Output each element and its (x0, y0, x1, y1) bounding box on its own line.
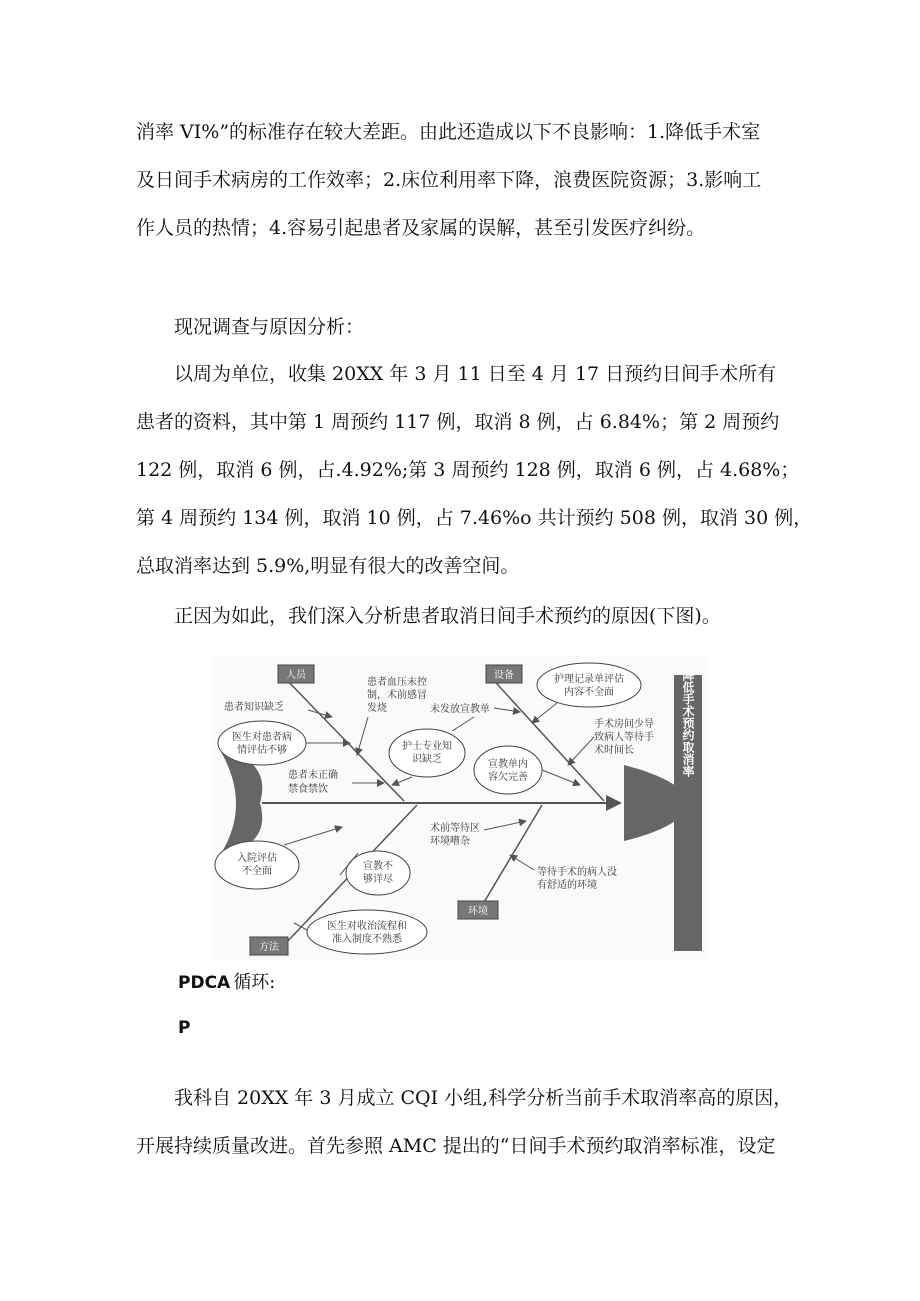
cause-room-wait (568, 717, 654, 765)
svg-text:够详尽: 够详尽 (363, 874, 393, 885)
text-line: 开展持续质量改进。首先参照 AMC 提出的“日间手术预约取消率标准，设定 (136, 1135, 776, 1157)
text-line: 以周为单位，收集 20XX 年 3 月 11 日至 4 月 17 日预约日间手术所有 (174, 363, 777, 385)
text-line: 作人员的热情；4.容易引起患者及家属的误解，甚至引发医疗纠纷。 (136, 217, 706, 239)
svg-text:识缺乏: 识缺乏 (412, 754, 442, 765)
svg-text:护士专业知: 护士专业知 (402, 741, 452, 752)
svg-text:患者知识缺乏: 患者知识缺乏 (224, 702, 284, 713)
cause-fasting (288, 768, 384, 795)
text-line: 第 4 周预约 134 例，取消 10 例，占 7.46%o 共计预约 508 例，取消 30 例， (136, 507, 813, 529)
svg-text:入院评估: 入院评估 (237, 853, 277, 864)
category-label-people: 人员 (286, 670, 306, 681)
svg-text:情评估不够: 情评估不够 (237, 745, 287, 756)
cause-knowledge (224, 700, 332, 717)
cause-waiting-area (430, 821, 526, 847)
fishbone-diagram (212, 655, 708, 960)
svg-text:患者未正确: 患者未正确 (288, 770, 338, 781)
svg-text:容欠完善: 容欠完善 (488, 772, 528, 783)
category-label-environment: 环境 (468, 906, 488, 917)
section-heading: 现况调查与原因分析： (174, 316, 365, 338)
text-line: 及日间手术病房的工作效率；2.床位利用率下降，浪费医院资源；3.影响工 (136, 169, 762, 191)
paragraph-impacts (136, 108, 796, 252)
effect-label: 降低手术预约取消率 (681, 669, 695, 777)
svg-text:医生对患者病: 医生对患者病 (232, 732, 292, 743)
paragraph-survey (136, 350, 813, 590)
cause-education (340, 851, 410, 895)
paragraph-cqi (136, 1074, 796, 1170)
cause-no-leaflet (430, 702, 520, 715)
cause-nurse-skill (389, 717, 474, 785)
text-line: 消率 VI%”的标准存在较大差距。由此还造成以下不良影响：1.降低手术室 (136, 121, 761, 143)
cause-record (532, 663, 641, 723)
svg-text:不全面: 不全面 (242, 866, 272, 877)
category-label-equipment: 设备 (494, 670, 514, 681)
category-label-method: 方法 (259, 942, 279, 953)
bone-environment (480, 805, 542, 909)
cause-comfort (510, 855, 617, 891)
cause-doctor-eval (218, 721, 350, 765)
p-heading: P (178, 1018, 191, 1038)
cause-procedure (294, 910, 427, 954)
svg-text:护理记录单评估: 护理记录单评估 (554, 674, 624, 685)
svg-text:医生对收治流程和: 医生对收治流程和 (327, 921, 407, 932)
svg-text:发烧: 发烧 (367, 703, 387, 714)
svg-text:等待手术的病人没: 等待手术的病人没 (537, 867, 617, 878)
svg-text:环境嘈杂: 环境嘈杂 (430, 836, 470, 847)
svg-text:宣教不: 宣教不 (363, 861, 393, 872)
svg-text:内容不全面: 内容不全面 (564, 687, 614, 698)
svg-text:制，术前感冒: 制，术前感冒 (367, 690, 427, 701)
svg-text:禁食禁饮: 禁食禁饮 (288, 784, 328, 795)
cause-leaflet-content (474, 746, 580, 794)
svg-text:术前等待区: 术前等待区 (430, 823, 480, 834)
pdca-latin: PDCA (178, 973, 231, 993)
svg-text:术时间长: 术时间长 (594, 745, 634, 756)
svg-text:患者血压未控: 患者血压未控 (367, 677, 427, 688)
pdca-cn: 循环: (233, 972, 276, 993)
svg-text:未发放宣教单: 未发放宣教单 (430, 704, 490, 715)
paragraph-analysis-intro: 正因为如此，我们深入分析患者取消日间手术预约的原因(下图)。 (174, 605, 721, 627)
svg-text:致病人等待手: 致病人等待手 (594, 732, 654, 743)
text-line: 我科自 20XX 年 3 月成立 CQI 小组,科学分析当前手术取消率高的原因， (174, 1087, 793, 1109)
svg-text:有舒适的环境: 有舒适的环境 (537, 880, 597, 891)
pdca-heading (178, 968, 275, 994)
text-line: 总取消率达到 5.9%,明显有很大的改善空间。 (136, 555, 520, 577)
svg-text:宣教单内: 宣教单内 (488, 759, 528, 770)
svg-text:准入制度不熟悉: 准入制度不熟悉 (332, 934, 402, 945)
fish-tail (220, 750, 262, 855)
svg-text:手术房间少导: 手术房间少导 (594, 719, 654, 730)
text-line: 122 例，取消 6 例，占.4.92%;第 3 周预约 128 例，取消 6 例，占 4.68%； (136, 459, 800, 481)
text-line: 患者的资料，其中第 1 周预约 117 例，取消 8 例，占 6.84%；第 2 周预约 (136, 411, 780, 433)
